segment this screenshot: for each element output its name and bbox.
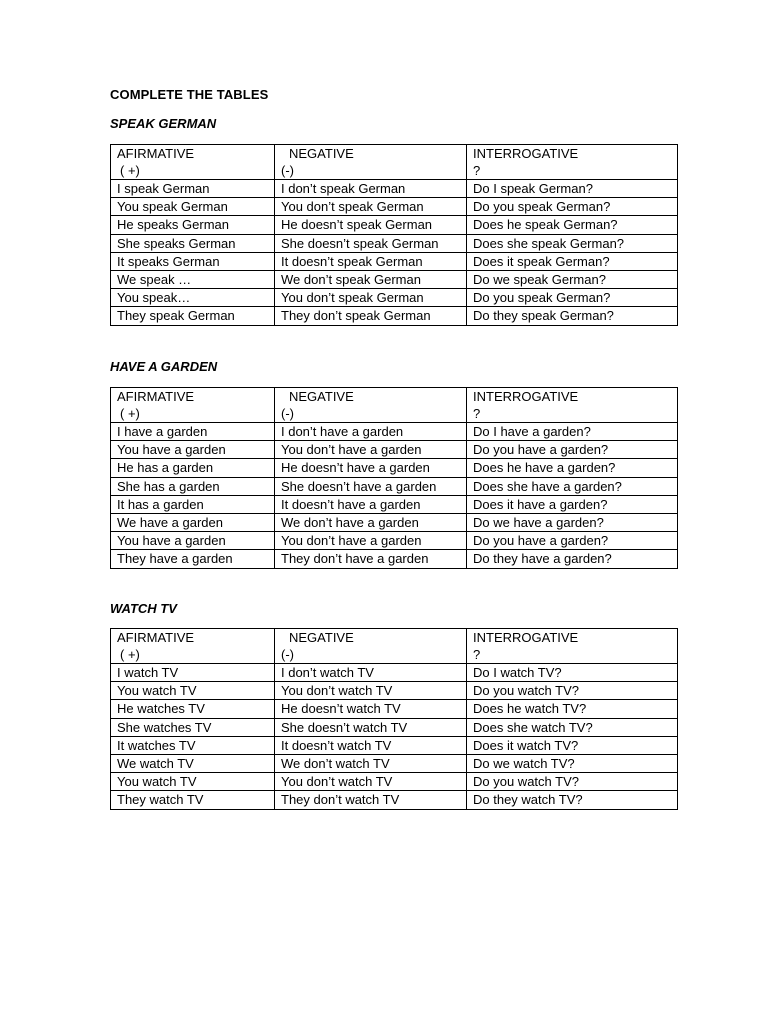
interrogative-cell: Do you speak German? xyxy=(467,289,678,307)
negative-cell: She doesn’t speak German xyxy=(275,234,467,252)
table-row xyxy=(111,495,678,513)
interrogative-cell: Do they watch TV? xyxy=(467,791,678,809)
affirmative-cell: You watch TV xyxy=(111,773,275,791)
table-row xyxy=(111,682,678,700)
column-header-interrogative xyxy=(467,145,678,180)
conjugation-table xyxy=(110,628,678,810)
negative-cell: It doesn’t have a garden xyxy=(275,495,467,513)
interrogative-cell: Do you speak German? xyxy=(467,198,678,216)
table-row xyxy=(111,718,678,736)
table-header-row xyxy=(111,629,678,664)
column-header-negative xyxy=(275,145,467,180)
table-row xyxy=(111,514,678,532)
negative-cell: You don’t have a garden xyxy=(275,532,467,550)
column-header-symbol: ? xyxy=(473,406,481,421)
column-header-symbol: (-) xyxy=(281,163,294,178)
affirmative-cell: You speak German xyxy=(111,198,275,216)
column-header-label: NEGATIVE xyxy=(289,630,354,645)
column-header-label: INTERROGATIVE xyxy=(473,630,579,645)
interrogative-cell: Do you have a garden? xyxy=(467,532,678,550)
affirmative-cell: She has a garden xyxy=(111,477,275,495)
column-header-label: AFIRMATIVE xyxy=(117,146,195,161)
interrogative-cell: Does he have a garden? xyxy=(467,459,678,477)
conjugation-table xyxy=(110,387,678,569)
affirmative-cell: You have a garden xyxy=(111,441,275,459)
column-header-interrogative xyxy=(467,388,678,423)
column-header-label: AFIRMATIVE xyxy=(117,630,195,645)
interrogative-cell: Do they speak German? xyxy=(467,307,678,325)
table-row xyxy=(111,477,678,495)
table-row xyxy=(111,755,678,773)
negative-cell: I don’t watch TV xyxy=(275,664,467,682)
section-title: SPEAK GERMAN xyxy=(110,116,217,131)
interrogative-cell: Does she have a garden? xyxy=(467,477,678,495)
column-header-symbol: ( +) xyxy=(120,647,140,662)
affirmative-cell: I have a garden xyxy=(111,423,275,441)
table-header-row xyxy=(111,388,678,423)
page-title: COMPLETE THE TABLES xyxy=(110,87,269,102)
column-header-symbol: ( +) xyxy=(120,406,140,421)
column-header-label: INTERROGATIVE xyxy=(473,146,579,161)
interrogative-cell: Do you have a garden? xyxy=(467,441,678,459)
column-header-label: NEGATIVE xyxy=(289,389,354,404)
table-row xyxy=(111,234,678,252)
negative-cell: It doesn’t watch TV xyxy=(275,736,467,754)
column-header-symbol: (-) xyxy=(281,406,294,421)
affirmative-cell: It speaks German xyxy=(111,252,275,270)
negative-cell: I don’t have a garden xyxy=(275,423,467,441)
table-header-row xyxy=(111,145,678,180)
conjugation-table xyxy=(110,144,678,326)
negative-cell: She doesn’t have a garden xyxy=(275,477,467,495)
negative-cell: He doesn’t have a garden xyxy=(275,459,467,477)
interrogative-cell: Do I have a garden? xyxy=(467,423,678,441)
column-header-negative xyxy=(275,629,467,664)
interrogative-cell: Do you watch TV? xyxy=(467,682,678,700)
table-row xyxy=(111,180,678,198)
negative-cell: You don’t watch TV xyxy=(275,682,467,700)
table-row xyxy=(111,532,678,550)
table-row xyxy=(111,459,678,477)
interrogative-cell: Do you watch TV? xyxy=(467,773,678,791)
section-title: HAVE A GARDEN xyxy=(110,359,218,374)
table-row xyxy=(111,441,678,459)
interrogative-cell: Do we have a garden? xyxy=(467,514,678,532)
interrogative-cell: Does it watch TV? xyxy=(467,736,678,754)
table-row xyxy=(111,252,678,270)
negative-cell: We don’t speak German xyxy=(275,271,467,289)
table-row xyxy=(111,423,678,441)
negative-cell: He doesn’t speak German xyxy=(275,216,467,234)
table-row xyxy=(111,271,678,289)
negative-cell: You don’t speak German xyxy=(275,198,467,216)
interrogative-cell: Does he watch TV? xyxy=(467,700,678,718)
interrogative-cell: Does it have a garden? xyxy=(467,495,678,513)
table-row xyxy=(111,773,678,791)
table-row xyxy=(111,216,678,234)
affirmative-cell: She watches TV xyxy=(111,718,275,736)
affirmative-cell: I speak German xyxy=(111,180,275,198)
negative-cell: We don’t have a garden xyxy=(275,514,467,532)
table-row xyxy=(111,198,678,216)
section-title: WATCH TV xyxy=(110,601,177,616)
column-header-affirmative xyxy=(111,145,275,180)
negative-cell: We don’t watch TV xyxy=(275,755,467,773)
affirmative-cell: We speak … xyxy=(111,271,275,289)
interrogative-cell: Do they have a garden? xyxy=(467,550,678,568)
affirmative-cell: They speak German xyxy=(111,307,275,325)
table-row xyxy=(111,664,678,682)
interrogative-cell: Does she watch TV? xyxy=(467,718,678,736)
table-row xyxy=(111,307,678,325)
affirmative-cell: It watches TV xyxy=(111,736,275,754)
column-header-symbol: ? xyxy=(473,163,481,178)
negative-cell: He doesn’t watch TV xyxy=(275,700,467,718)
table-row xyxy=(111,736,678,754)
affirmative-cell: We have a garden xyxy=(111,514,275,532)
negative-cell: They don’t watch TV xyxy=(275,791,467,809)
interrogative-cell: Do I speak German? xyxy=(467,180,678,198)
negative-cell: You don’t speak German xyxy=(275,289,467,307)
affirmative-cell: It has a garden xyxy=(111,495,275,513)
affirmative-cell: We watch TV xyxy=(111,755,275,773)
affirmative-cell: I watch TV xyxy=(111,664,275,682)
negative-cell: They don’t speak German xyxy=(275,307,467,325)
column-header-affirmative xyxy=(111,629,275,664)
affirmative-cell: He speaks German xyxy=(111,216,275,234)
column-header-symbol: (-) xyxy=(281,647,294,662)
column-header-symbol: ( +) xyxy=(120,163,140,178)
interrogative-cell: Do I watch TV? xyxy=(467,664,678,682)
affirmative-cell: You watch TV xyxy=(111,682,275,700)
affirmative-cell: They have a garden xyxy=(111,550,275,568)
column-header-interrogative xyxy=(467,629,678,664)
negative-cell: She doesn’t watch TV xyxy=(275,718,467,736)
table-row xyxy=(111,550,678,568)
table-row xyxy=(111,700,678,718)
negative-cell: I don’t speak German xyxy=(275,180,467,198)
interrogative-cell: Do we speak German? xyxy=(467,271,678,289)
affirmative-cell: You speak… xyxy=(111,289,275,307)
affirmative-cell: They watch TV xyxy=(111,791,275,809)
column-header-label: NEGATIVE xyxy=(289,146,354,161)
affirmative-cell: You have a garden xyxy=(111,532,275,550)
interrogative-cell: Do we watch TV? xyxy=(467,755,678,773)
table-row xyxy=(111,289,678,307)
affirmative-cell: She speaks German xyxy=(111,234,275,252)
table-row xyxy=(111,791,678,809)
column-header-symbol: ? xyxy=(473,647,481,662)
interrogative-cell: Does she speak German? xyxy=(467,234,678,252)
column-header-affirmative xyxy=(111,388,275,423)
negative-cell: You don’t watch TV xyxy=(275,773,467,791)
affirmative-cell: He has a garden xyxy=(111,459,275,477)
interrogative-cell: Does he speak German? xyxy=(467,216,678,234)
affirmative-cell: He watches TV xyxy=(111,700,275,718)
negative-cell: It doesn’t speak German xyxy=(275,252,467,270)
column-header-label: INTERROGATIVE xyxy=(473,389,579,404)
interrogative-cell: Does it speak German? xyxy=(467,252,678,270)
column-header-negative xyxy=(275,388,467,423)
negative-cell: They don’t have a garden xyxy=(275,550,467,568)
column-header-label: AFIRMATIVE xyxy=(117,389,195,404)
negative-cell: You don’t have a garden xyxy=(275,441,467,459)
